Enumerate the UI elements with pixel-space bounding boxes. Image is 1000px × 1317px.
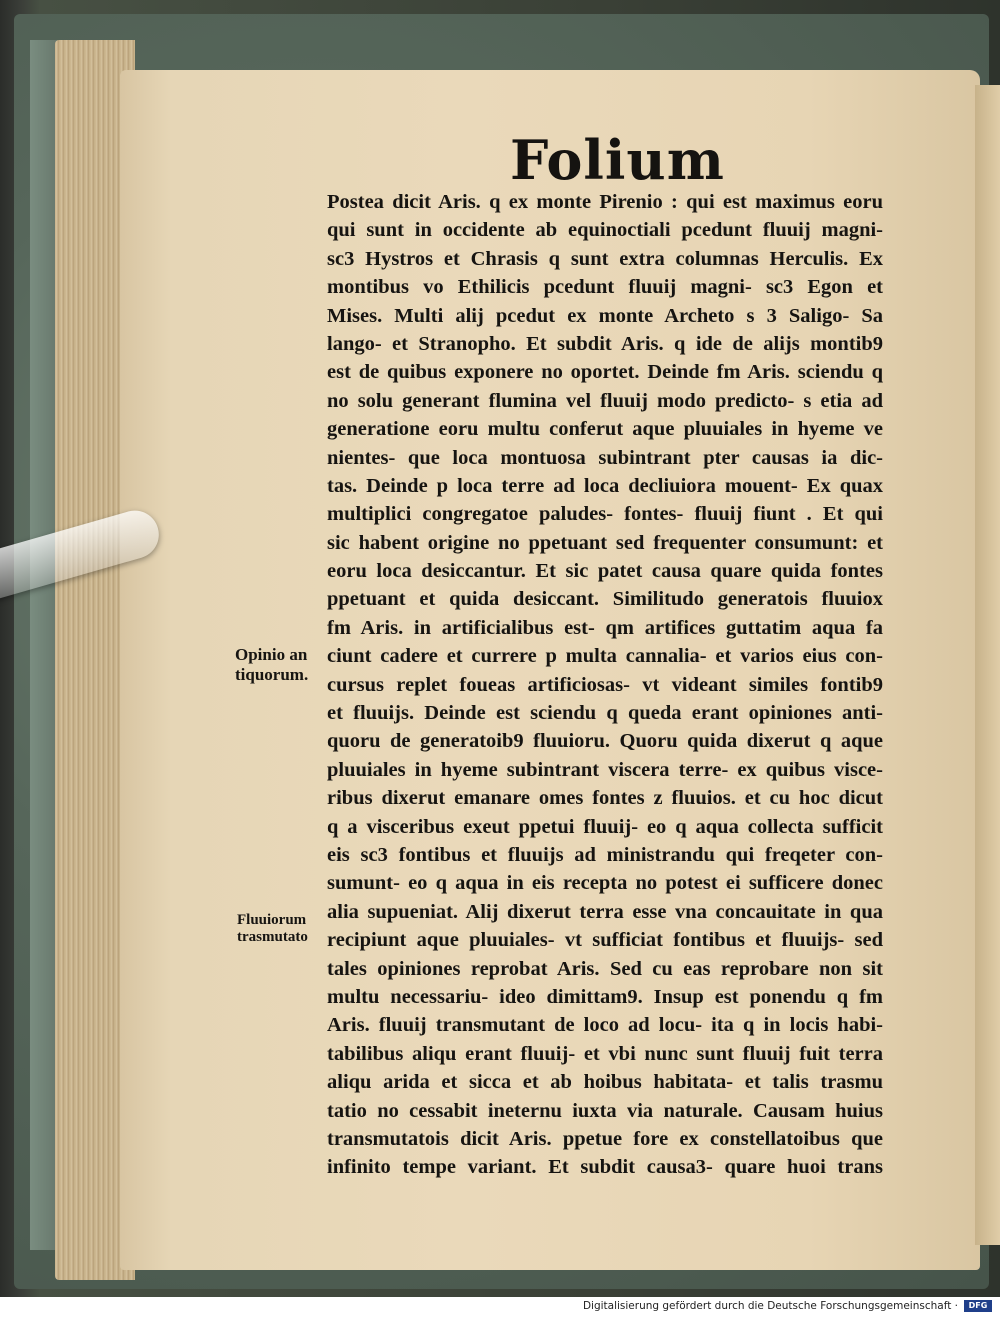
margin-note-line: tiquorum.: [235, 665, 309, 684]
text-line: montibus vo Ethilicis pcedunt fluuij magni- sc3 Egon et: [327, 276, 883, 299]
text-line: sumunt- eo q aqua in eis recepta no potest ei sufficere donec: [327, 872, 883, 895]
text-line: alia supueniat. Alij dixerut terra esse vna concauitate in qua: [327, 900, 883, 923]
text-line: infinito tempe variant. Et subdit causa3- quare huoi trans: [327, 1156, 883, 1179]
text-line: cursus replet foueas artificiosas- vt videant similes fontib9: [327, 673, 883, 696]
margin-note-line: Opinio an: [235, 645, 308, 664]
text-line: tas. Deinde p loca terre ad loca decliuiora mouent- Ex quax: [327, 474, 883, 497]
text-line: sc3 Hystros et Chrasis q sunt extra columnas Herculis. Ex: [327, 247, 883, 270]
text-line: tatio no cessabit ineternu iuxta via naturale. Causam huius: [327, 1099, 883, 1122]
text-line: ppetuant et quida desiccant. Similitudo generatois fluuiox: [327, 588, 883, 611]
text-line: lango- et Stranopho. Et subdit Aris. q ide de alijs montib9: [327, 332, 883, 355]
text-line: transmutatois dicit Aris. ppetue fore ex constellatoibus que: [327, 1127, 883, 1150]
text-line: et fluuijs. Deinde est sciendu q queda erant opiniones anti-: [327, 702, 883, 725]
text-line: ciunt cadere et currere p multa cannalia- et varios eius con-: [327, 645, 883, 668]
margin-note-line: Fluuiorum: [237, 912, 307, 928]
page-heading: Folium: [510, 128, 725, 192]
text-line: Aris. fluuij transmutant de loco ad locu- ita q in locis habi-: [327, 1014, 883, 1037]
text-line: eis sc3 fontibus et fluuijs ad ministrandu qui freqeter con-: [327, 843, 883, 866]
text-line: nientes- que loca montuosa subintrant pter causas ia dic-: [327, 446, 883, 469]
text-line: fm Aris. in artificialibus est- qm artifices guttatim aqua fa: [327, 616, 883, 639]
text-line: multiplici congregatoe paludes- fontes- fluuij fiunt . Et qui: [327, 503, 883, 526]
margin-note-opinio: [235, 645, 308, 685]
text-line: sic habent origine no ppetuant sed frequenter consumunt: et: [327, 531, 883, 554]
text-line: est de quibus exponere no oportet. Deinde fm Aris. sciendu q: [327, 361, 883, 384]
text-line: Postea dicit Aris. q ex monte Pirenio : qui est maximus eoru: [327, 191, 883, 213]
footer-bar: [0, 1297, 1000, 1317]
margin-note-fluuiorum: [237, 912, 308, 946]
text-line: generatione eoru multu conferut aque pluuiales in hyeme ve: [327, 418, 883, 441]
facing-page-edge: [975, 85, 1000, 1245]
text-line: multu necessariu- ideo dimittam9. Insup est ponendu q fm: [327, 985, 883, 1008]
text-line: ribus dixerut emanare omes fontes z fluuios. et cu hoc dicut: [327, 787, 883, 810]
dfg-logo-icon: DFG: [964, 1300, 992, 1312]
text-line: recipiunt aque pluuiales- vt sufficiat fontibus et fluuijs- sed: [327, 929, 883, 952]
text-line: tabilibus aliqu erant fluuij- et vbi nunc sunt fluuij fuit terra: [327, 1042, 883, 1065]
text-line: pluuiales in hyeme subintrant viscera terre- ex quibus visce-: [327, 758, 883, 781]
margin-note-line: trasmutato: [237, 929, 308, 945]
footer-credit: Digitalisierung gefördert durch die Deutsche Forschungsgemeinschaft ·: [582, 1300, 958, 1312]
text-line: quoru de generatoib9 fluuioru. Quoru quida dixerut q aque: [327, 730, 883, 753]
text-line: q a visceribus exeut ppetui fluuij- eo q aqua collecta sufficit: [327, 815, 883, 838]
text-line: tales opiniones reprobat Aris. Sed cu eas reprobare non sit: [327, 957, 883, 980]
text-line: eoru loca desiccantur. Et sic patet causa quare quida fontes: [327, 560, 883, 583]
text-line: qui sunt in occidente ab equinoctiali pcedunt fluuij magni-: [327, 219, 883, 242]
body-text: [327, 188, 883, 1182]
text-line: Mises. Multi alij pcedut ex monte Archeto s 3 Saligo- Sa: [327, 304, 883, 327]
text-line: aliqu arida et sicca et ab hoibus habitata- et talis trasmu: [327, 1071, 883, 1094]
text-line: no solu generant flumina vel fluuij modo predicto- s etia ad: [327, 389, 883, 412]
